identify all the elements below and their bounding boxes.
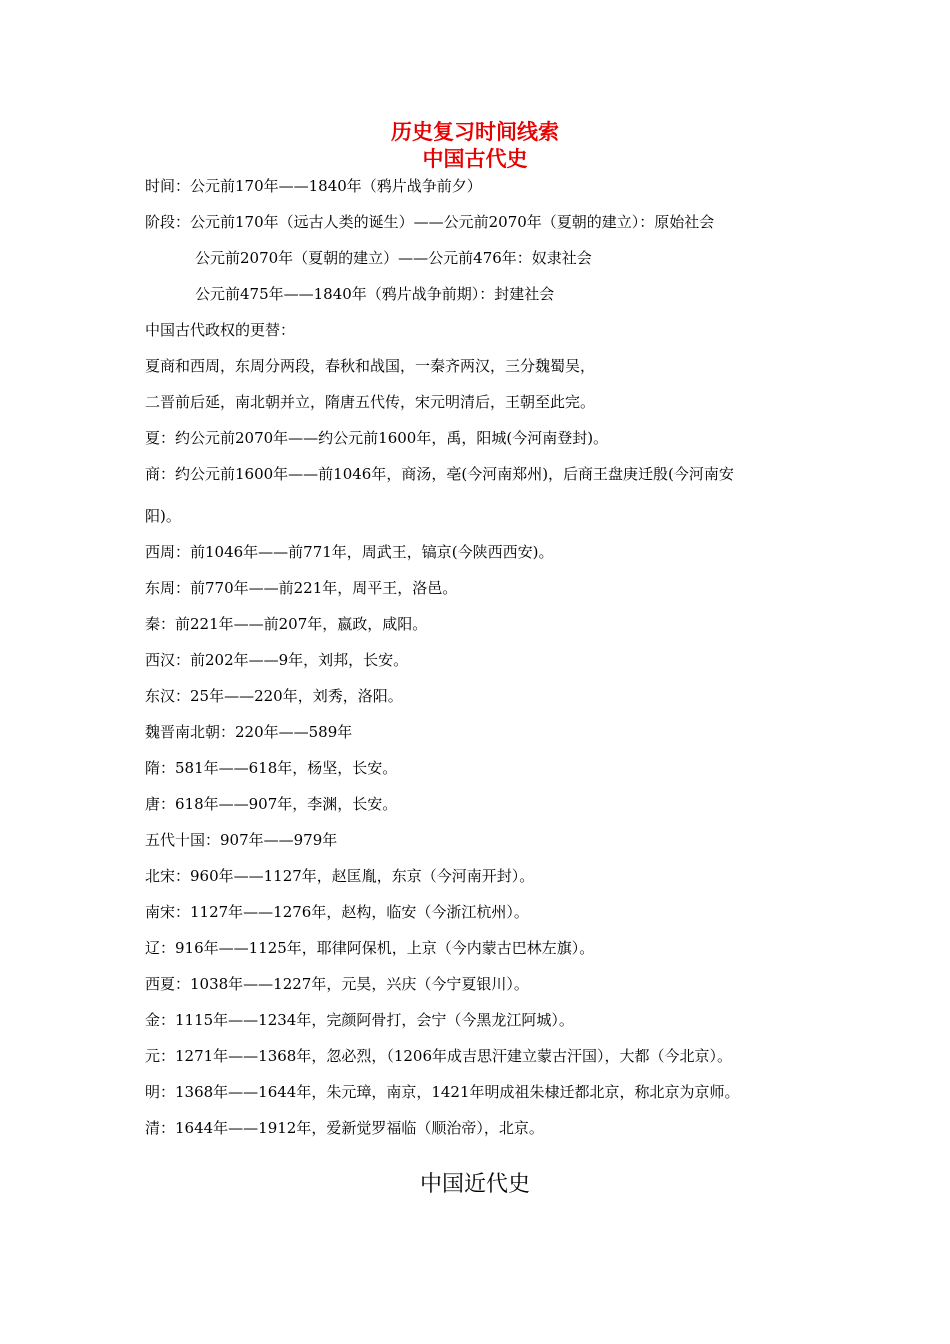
text-line-heading: 中国古代政权的更替： (145, 321, 296, 339)
text-line-western-han: 西汉：前202年——9年，刘邦，长安。 (145, 651, 409, 669)
text-line-eastern-zhou: 东周：前770年——前221年，周平王，洛邑。 (145, 579, 458, 597)
text-line-verse-1: 夏商和西周，东周分两段，春秋和战国，一秦齐两汉，三分魏蜀吴， (145, 357, 596, 375)
text-line-xia: 夏：约公元前2070年——约公元前1600年，禹，阳城(今河南登封)。 (145, 429, 609, 447)
title-sub: 中国古代史 (422, 146, 528, 171)
text-line-shang: 商：约公元前1600年——前1046年，商汤，亳(今河南郑州)，后商王盘庚迁殷(今河南安 (145, 465, 734, 483)
text-line-liao: 辽：916年——1125年，耶律阿保机，上京（今内蒙古巴林左旗）。 (145, 939, 595, 957)
title-main: 历史复习时间线索 (391, 119, 559, 144)
text-line-stage: 阶段：公元前170年（远古人类的诞生）——公元前2070年（夏朝的建立）：原始社会 (145, 213, 715, 231)
text-line-western-zhou: 西周：前1046年——前771年，周武王，镐京(今陕西西安)。 (145, 543, 554, 561)
text-line-verse-2: 二晋前后延，南北朝并立，隋唐五代传，宋元明清后，王朝至此完。 (145, 393, 596, 411)
document-title (0, 118, 950, 172)
text-line-ming: 明：1368年——1644年，朱元璋，南京，1421年明成祖朱棣迁都北京，称北京为京师。 (145, 1083, 740, 1101)
text-line-wei-jin: 魏晋南北朝：220年——589年 (145, 723, 353, 741)
text-line-western-xia: 西夏：1038年——1227年，元昊，兴庆（今宁夏银川）。 (145, 975, 529, 993)
text-line-five-dynasties: 五代十国：907年——979年 (145, 831, 338, 849)
text-line-qin: 秦：前221年——前207年，嬴政，咸阳。 (145, 615, 428, 633)
text-line-time: 时间：公元前170年——1840年（鸦片战争前夕） (145, 177, 482, 195)
text-line-stage-feudal: 公元前475年——1840年（鸦片战争前期）：封建社会 (195, 285, 555, 303)
text-line-qing: 清：1644年——1912年，爱新觉罗福临（顺治帝），北京。 (145, 1119, 544, 1137)
text-line-jin: 金：1115年——1234年，完颜阿骨打，会宁（今黑龙江阿城）。 (145, 1011, 574, 1029)
text-line-shang-cont: 阳)。 (145, 507, 181, 525)
text-line-stage-slave: 公元前2070年（夏朝的建立）——公元前476年：奴隶社会 (195, 249, 592, 267)
text-line-sui: 隋：581年——618年，杨坚，长安。 (145, 759, 398, 777)
text-line-eastern-han: 东汉：25年——220年，刘秀，洛阳。 (145, 687, 403, 705)
section-title-modern: 中国近代史 (419, 1172, 530, 1197)
text-line-yuan: 元：1271年——1368年，忽必烈，（1206年成吉思汗建立蒙古汗国），大都（今北京）。 (145, 1047, 733, 1065)
text-line-southern-song: 南宋：1127年——1276年，赵构，临安（今浙江杭州）。 (145, 903, 529, 921)
text-line-tang: 唐：618年——907年，李渊，长安。 (145, 795, 398, 813)
text-line-northern-song: 北宋：960年——1127年，赵匡胤，东京（今河南开封）。 (145, 867, 535, 885)
